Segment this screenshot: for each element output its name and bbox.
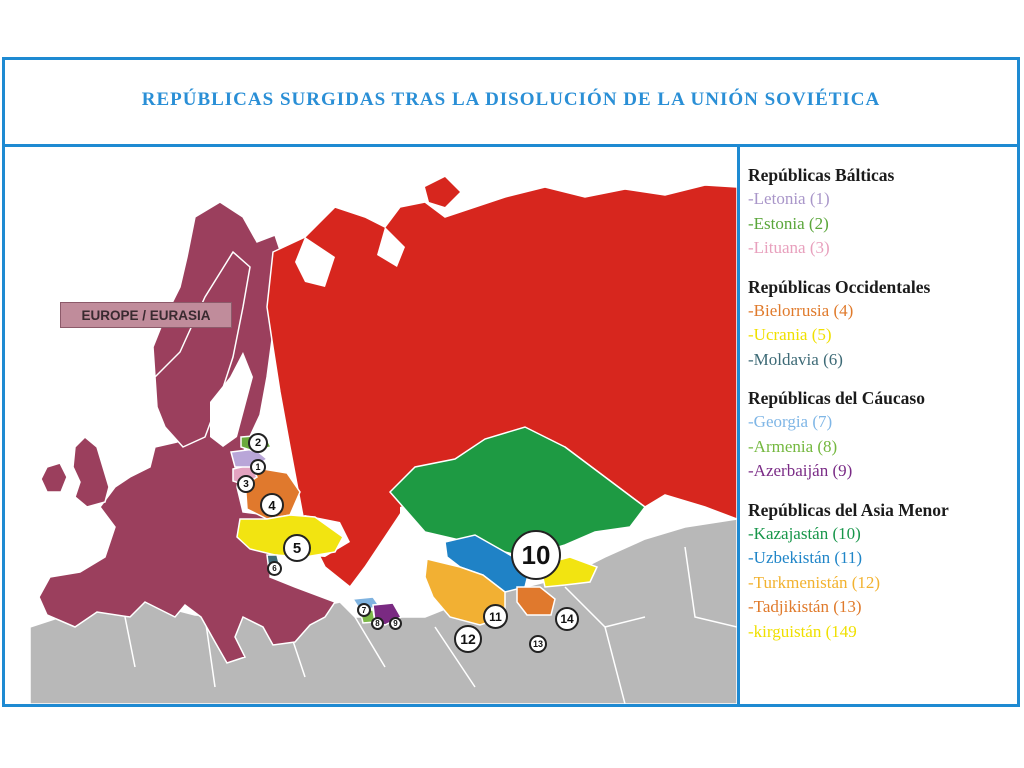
map-marker-14: 14 [555, 607, 579, 631]
region-ireland [41, 463, 67, 492]
map-marker-4: 4 [260, 493, 284, 517]
map-marker-13: 13 [529, 635, 547, 653]
legend-item-lituana: -Lituana (3) [748, 238, 830, 257]
legend-item-armenia: -Armenia (8) [748, 436, 838, 456]
legend-item-azerbaijan: -Azerbaiján (9) [748, 461, 853, 480]
map-marker-11: 11 [483, 604, 508, 629]
legend-heading: Repúblicas del Asia Menor [748, 499, 949, 520]
panel-divider [737, 147, 740, 704]
legend-item-letonia: -Letonia (1) [748, 189, 830, 208]
region-uk [73, 437, 109, 507]
legend-item-tadjikistan: -Tadjikistán (13) [748, 597, 862, 616]
map-marker-9: 9 [389, 617, 402, 630]
legend-item-georgia: -Georgia (7) [748, 412, 833, 431]
island-novaya [425, 177, 460, 207]
map-marker-2: 2 [248, 433, 268, 453]
legend-group-balticas [748, 163, 1016, 261]
map-marker-3: 3 [237, 475, 255, 493]
map-marker-1: 1 [250, 459, 266, 475]
legend-item-uzbekistan: -Uzbekistán (11) [748, 548, 863, 567]
map-marker-8: 8 [371, 617, 384, 630]
legend-item-estonia: -Estonia (2) [748, 213, 829, 233]
legend-group-occidentales [748, 275, 1016, 373]
map-marker-5: 5 [283, 534, 311, 562]
page-title: REPÚBLICAS SURGIDAS TRAS LA DISOLUCIÓN DE LA UNIÓN SOVIÉTICA [141, 89, 881, 110]
map-marker-6: 6 [267, 561, 282, 576]
map-marker-7: 7 [357, 603, 371, 617]
main-frame [2, 57, 1020, 707]
map [5, 147, 737, 704]
legend-panel [748, 163, 1016, 658]
map-marker-10: 10 [511, 530, 561, 580]
legend-item-moldavia: -Moldavia (6) [748, 349, 843, 369]
map-region-label-text: EUROPE / EURASIA [81, 307, 211, 323]
legend-heading: Repúblicas Bálticas [748, 165, 895, 185]
legend-item-kazajastan: -Kazajastán (10) [748, 523, 861, 543]
map-region-label [60, 302, 232, 328]
legend-item-turkmenistan: -Turkmenistán (12) [748, 572, 881, 592]
map-marker-12: 12 [454, 625, 482, 653]
legend-heading: Repúblicas Occidentales [748, 276, 931, 297]
legend-heading: Repúblicas del Cáucaso [748, 388, 925, 408]
legend-group-asia-menor [748, 498, 1016, 645]
legend-item-kirguistan: -kirguistán (149 [748, 621, 857, 641]
title-bar [5, 60, 1017, 147]
legend-item-ucrania: -Ucrania (5) [748, 325, 832, 344]
legend-item-bielorrusia: -Bielorrusia (4) [748, 300, 854, 320]
legend-group-caucaso [748, 386, 1016, 484]
